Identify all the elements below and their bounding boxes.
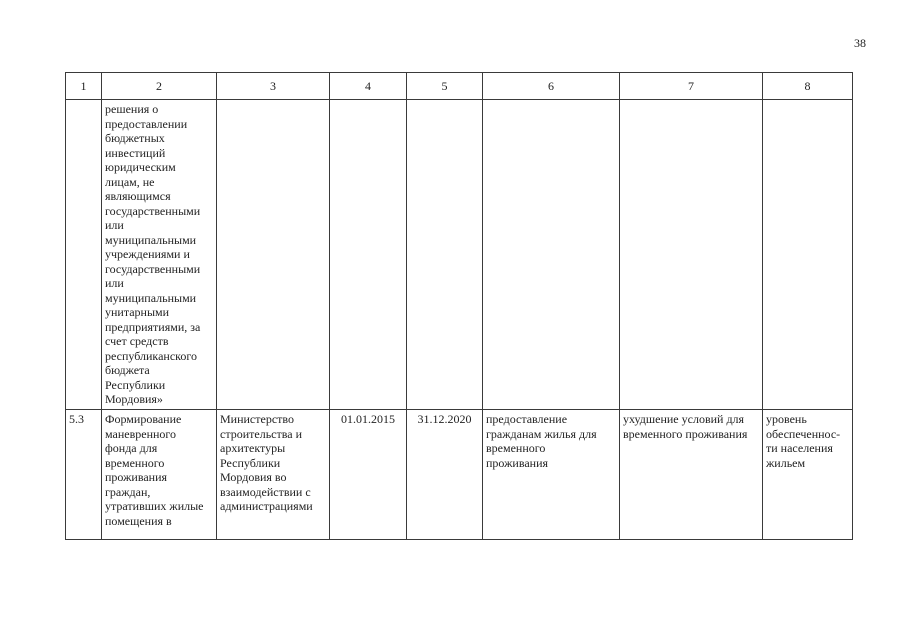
end-date-cell — [407, 100, 483, 410]
executor-cell: Министерство строительства и архитектуры Республики Мордовия во взаимодействии с администрациями — [217, 410, 330, 540]
page-number: 38 — [854, 36, 866, 50]
measure-name-cell: решения о предоставлении бюджетных инвестиций юридическим лицам, не являющимся государственными или муниципальными учреждениями и государственными или муниципальными унитарными предприятиями, за счет средств республиканского бюджета Республики Мордовия» — [102, 100, 217, 410]
column-number: 6 — [483, 73, 620, 100]
executor-cell — [217, 100, 330, 410]
column-number: 7 — [620, 73, 763, 100]
item-number-cell: 5.3 — [66, 410, 102, 540]
start-date-cell — [330, 100, 407, 410]
column-number: 8 — [763, 73, 853, 100]
column-number: 3 — [217, 73, 330, 100]
start-date-cell: 01.01.2015 — [330, 410, 407, 540]
table-row — [66, 100, 853, 410]
non-implementation-consequence-cell: ухудшение условий для временного проживания — [620, 410, 763, 540]
item-number-cell — [66, 100, 102, 410]
column-number: 5 — [407, 73, 483, 100]
column-number: 1 — [66, 73, 102, 100]
end-date-cell: 31.12.2020 — [407, 410, 483, 540]
indicator-cell: уровень обеспеченнос- ти населения жильем — [763, 410, 853, 540]
table-row — [66, 410, 853, 540]
column-number: 2 — [102, 73, 217, 100]
measure-name-cell: Формирование маневренного фонда для временного проживания граждан, утративших жилые помещения в — [102, 410, 217, 540]
program-measures-table — [65, 72, 853, 540]
column-number: 4 — [330, 73, 407, 100]
column-number-row — [66, 73, 853, 100]
non-implementation-consequence-cell — [620, 100, 763, 410]
expected-result-cell: предоставление гражданам жилья для временного проживания — [483, 410, 620, 540]
indicator-cell — [763, 100, 853, 410]
expected-result-cell — [483, 100, 620, 410]
